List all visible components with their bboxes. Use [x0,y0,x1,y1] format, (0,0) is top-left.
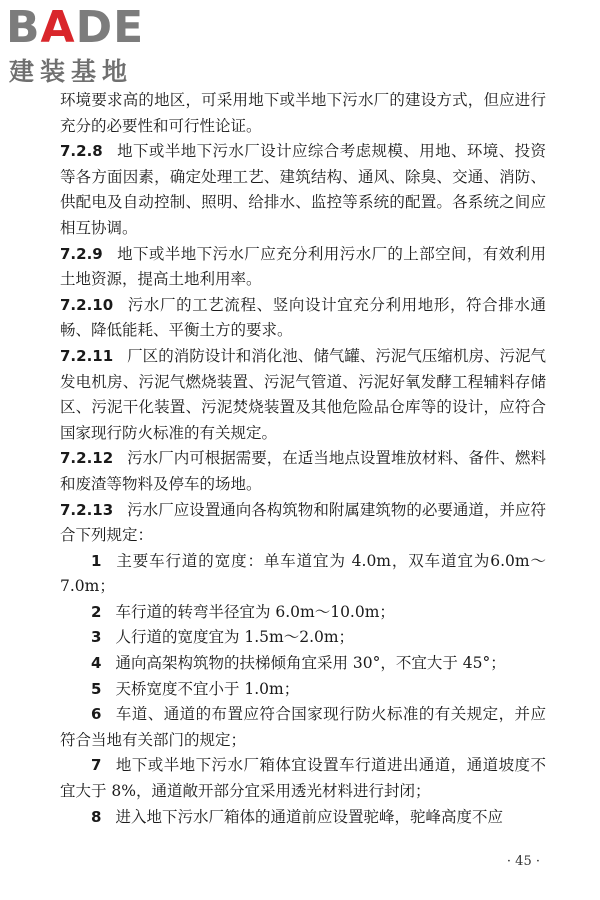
item-text: 天桥宽度不宜小于 1.0m； [115,679,300,698]
logo-subtitle: 建装基地 [9,57,134,86]
clause-6 [60,498,546,549]
clause-text: 地下或半地下污水厂设计应综合考虑规模、用地、环境、投资等各方面因素，确定处理工艺、建筑结构、通风、除臭、交通、消防、供配电及自动控制、照明、给排水、监控等系统的配置。各系统之间应相互协调。 [60,142,546,237]
item-list [60,549,546,831]
item-2 [60,600,546,626]
clause-list [60,139,546,549]
clause-number: 7.2.9 [60,244,103,263]
item-number: 3 [91,628,102,647]
clause-1 [60,139,546,241]
clause-3 [60,293,546,344]
clause-5 [60,446,546,497]
clause-number: 7.2.10 [60,295,114,314]
page-number: · 45 · [506,854,540,869]
clause-text: 污水厂内可根据需要，在适当地点设置堆放材料、备件、燃料和废渣等物料及停车的场地。 [60,449,546,493]
item-number: 8 [91,807,102,826]
clause-text: 地下或半地下污水厂应充分利用污水厂的上部空间，有效利用土地资源，提高土地利用率。 [60,244,546,289]
document-body [60,88,546,830]
clause-number: 7.2.11 [60,346,114,365]
clause-4 [60,344,546,446]
item-number: 7 [91,756,102,775]
item-text: 车行道的转弯半径宜为 6.0m～10.0m； [115,602,395,621]
item-text: 进入地下污水厂箱体的通道前应设置驼峰，驼峰高度不应 [115,807,503,826]
item-text: 地下或半地下污水厂箱体宜设置车行道进出通道，通道坡度不宜大于 8%，通道敞开部分宜采用透光材料进行封闭； [60,756,546,801]
clause-number: 7.2.13 [60,500,114,519]
item-8 [60,805,546,831]
logo-wordmark: B A DE [6,2,145,53]
item-number: 5 [91,679,102,698]
item-number: 2 [91,602,102,621]
clause-text: 厂区的消防设计和消化池、储气罐、污泥气压缩机房、污泥气发电机房、污泥气燃烧装置、污泥气管道、污泥好氧发酵工程辅料存储区、污泥干化装置、污泥焚烧装置及其他危险品仓库等的设计，应符合国家现行防火标准的有关规定。 [60,346,546,442]
intro-paragraph: 环境要求高的地区，可采用地下或半地下污水厂的建设方式，但应进行充分的必要性和可行性论证。 [60,91,546,135]
clause-2 [60,242,546,293]
item-5 [60,677,546,703]
site-logo [6,2,178,86]
item-number: 1 [91,551,102,570]
item-4 [60,651,546,677]
item-text: 人行道的宽度宜为 1.5m～2.0m； [115,628,355,647]
clause-text: 污水厂的工艺流程、竖向设计宜充分利用地形，符合排水通畅、降低能耗、平衡土方的要求。 [60,295,546,340]
item-7 [60,753,546,804]
clause-number: 7.2.12 [60,449,114,468]
clause-text: 污水厂应设置通向各构筑物和附属建筑物的必要通道，并应符合下列规定： [60,500,546,545]
item-3 [60,625,546,651]
item-1 [60,549,546,600]
item-text: 主要车行道的宽度：单车道宜为 4.0m，双车道宜为6.0m～7.0m； [60,551,546,596]
item-6 [60,702,546,753]
clause-number: 7.2.8 [60,142,103,161]
item-number: 4 [91,654,102,673]
item-text: 通向高架构筑物的扶梯倾角宜采用 30°，不宜大于 45°； [115,654,506,673]
item-number: 6 [91,705,102,724]
item-text: 车道、通道的布置应符合国家现行防火标准的有关规定，并应符合当地有关部门的规定； [60,705,546,749]
